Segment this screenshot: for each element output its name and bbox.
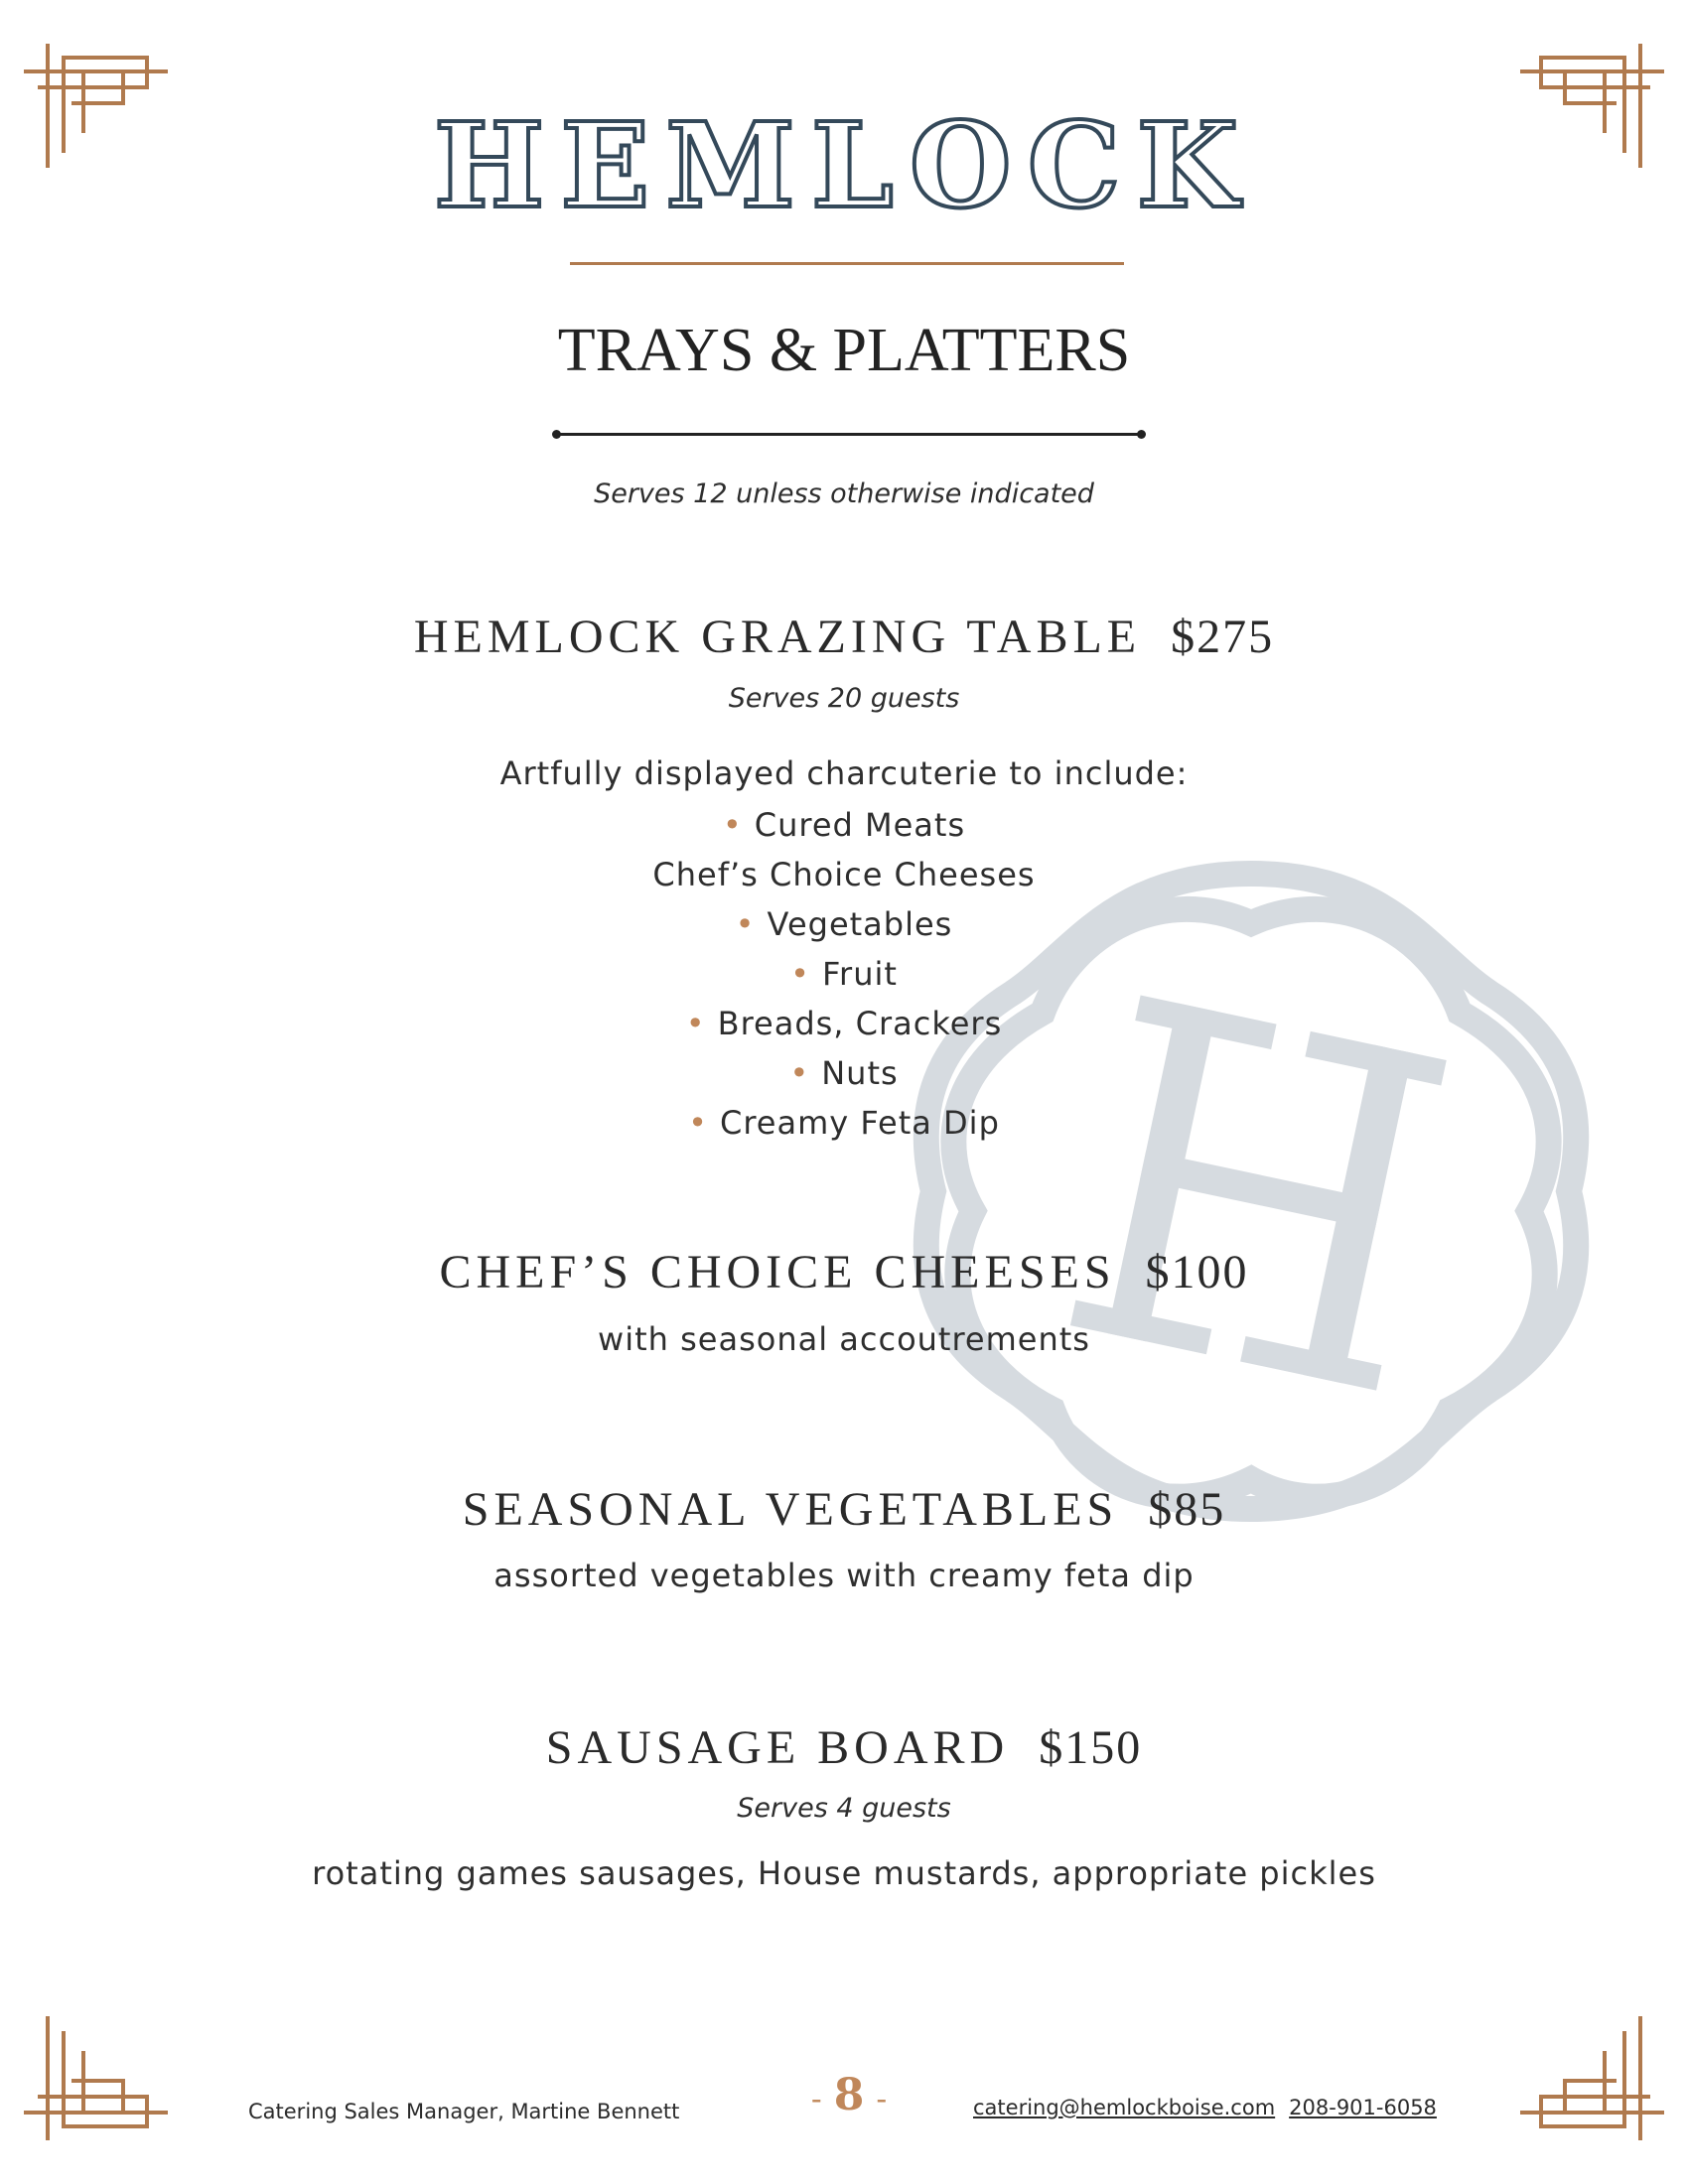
item-description: rotating games sausages, House mustards, appropriate pickles [312, 1854, 1376, 1892]
title-divider [556, 433, 1142, 436]
list-item: • Fruit [790, 955, 898, 993]
corner-ornament-icon [24, 2011, 173, 2160]
email-link[interactable]: catering@hemlockboise.com [973, 2096, 1276, 2119]
item-serves: Serves 20 guests [728, 683, 960, 714]
bullet-icon: • [722, 806, 743, 844]
phone-link[interactable]: 208-901-6058 [1289, 2096, 1437, 2119]
item-price: $85 [1148, 1483, 1226, 1536]
list-item: • Vegetables [735, 905, 953, 943]
item-price: $100 [1145, 1246, 1249, 1298]
footer-contact: Catering Sales Manager, Martine Bennett [248, 2100, 680, 2123]
menu-item-title [0, 1721, 1688, 1774]
divider-dot [552, 430, 561, 439]
item-price: $275 [1171, 611, 1275, 663]
serves-note: Serves 12 unless otherwise indicated [594, 478, 1094, 509]
bullet-icon: • [789, 1054, 810, 1092]
item-name: SEASONAL VEGETABLES [462, 1483, 1119, 1536]
footer-links [973, 2096, 1437, 2119]
item-name: HEMLOCK GRAZING TABLE [413, 611, 1142, 663]
list-item: • Breads, Crackers [685, 1005, 1003, 1042]
list-item: • Creamy Feta Dip [688, 1104, 1000, 1142]
item-description: with seasonal accoutrements [598, 1320, 1090, 1358]
menu-item-title [0, 1483, 1688, 1536]
bullet-icon: • [735, 905, 756, 943]
item-name: CHEF’S CHOICE CHEESES [439, 1246, 1116, 1298]
menu-item-title [0, 611, 1688, 663]
corner-ornament-icon [1515, 2011, 1664, 2160]
item-name: SAUSAGE BOARD [545, 1721, 1010, 1774]
list-item: Chef’s Choice Cheeses [652, 856, 1036, 893]
list-item: • Nuts [789, 1054, 899, 1092]
divider-dot [1137, 430, 1146, 439]
bullet-icon: • [685, 1005, 706, 1042]
brand-logo: HEMLOCK [433, 96, 1255, 234]
page-number: - 8 - [810, 2070, 888, 2120]
menu-item-title [0, 1246, 1688, 1298]
item-price: $150 [1039, 1721, 1143, 1774]
item-intro: Artfully displayed charcuterie to include: [499, 754, 1189, 792]
list-item: • Cured Meats [722, 806, 966, 844]
page-title: TRAYS & PLATTERS [557, 317, 1131, 384]
item-description: assorted vegetables with creamy feta dip [493, 1557, 1195, 1594]
brand-divider [570, 262, 1124, 265]
page-dash: - [876, 2079, 888, 2117]
include-list [0, 800, 1688, 1148]
bullet-icon: • [688, 1104, 708, 1142]
item-serves: Serves 4 guests [737, 1793, 951, 1824]
bullet-icon: • [790, 955, 810, 993]
page-dash: - [810, 2079, 822, 2117]
